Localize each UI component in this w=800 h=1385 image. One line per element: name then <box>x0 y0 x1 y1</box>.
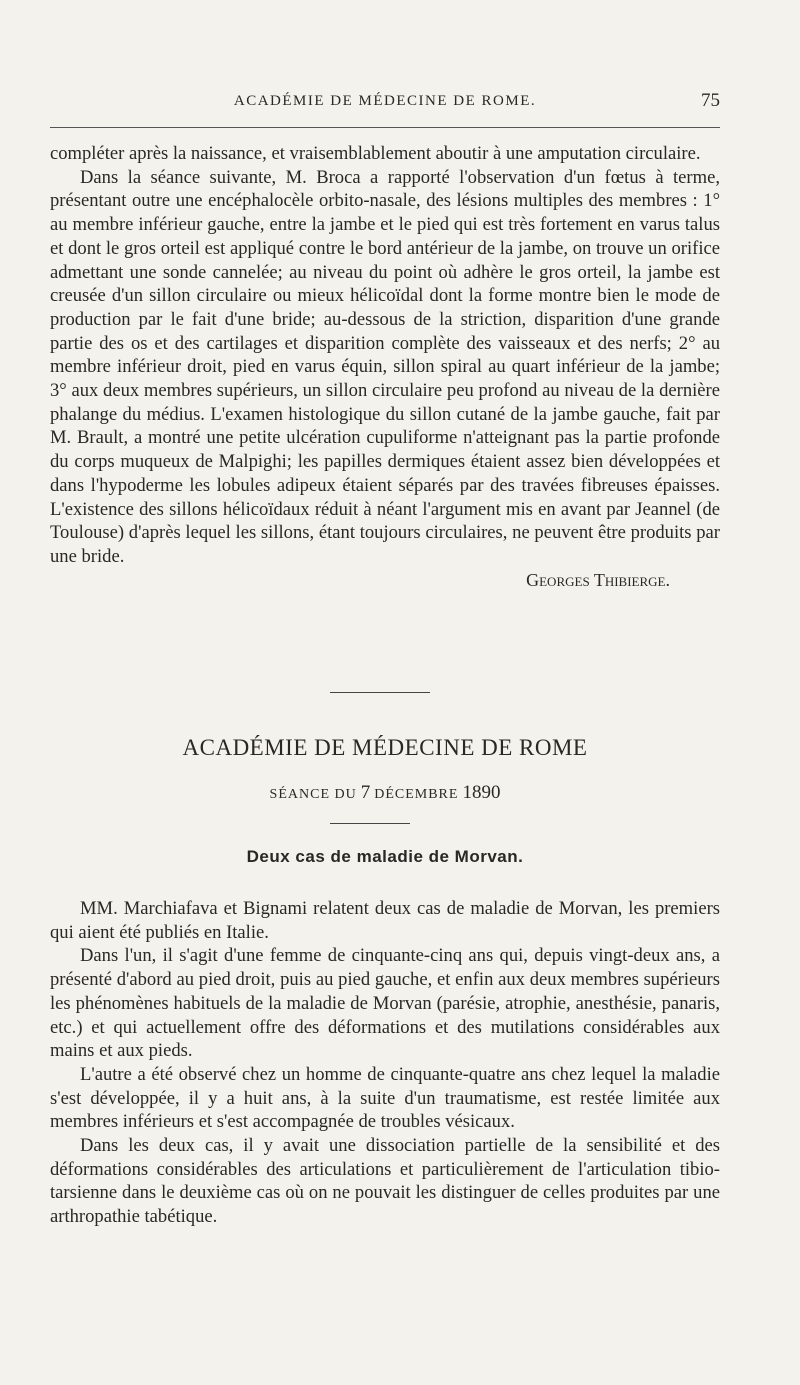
header-rule <box>50 127 720 128</box>
paragraph: compléter après la naissance, et vraisemblablement aboutir à une amputation circulaire. <box>50 143 701 164</box>
session-date-line <box>50 782 720 804</box>
session-prefix: SÉANCE DU <box>269 787 357 802</box>
running-title: ACADÉMIE DE MÉDECINE DE ROME. <box>233 93 537 109</box>
page-number: 75 <box>701 90 720 111</box>
paragraph: Dans les deux cas, il y avait une dissociation partielle de la sensibilité et des déformations considérables des articulations et particulièrement de l'articulation tibio-tarsienne dans le deuxième cas où on ne pouvait les distinguer de celles produites par une arthropathie tabétique. <box>50 1135 720 1228</box>
section-2-body <box>50 897 720 1229</box>
session-day: 7 <box>360 782 371 803</box>
paragraph: L'autre a été observé chez un homme de cinquante-quatre ans chez lequel la maladie s'est développée, il y a huit ans, à la suite d'un traumatisme, est restée limitée aux membres inférieurs et s'est accompagnée de troubles vésicaux. <box>50 1063 720 1133</box>
paragraph: Dans la séance suivante, M. Broca a rapporté l'observation d'un fœtus à terme, présentant outre une encéphalocèle orbito-nasale, des lésions multiples des membres : 1° au membre inférieur gauche, entre la jambe et le pied qui est très fortement en varus talus et dont le gros orteil est appliqué contre le bord antérieur de la jambe, on trouve un orifice admettant une sonde cannelée; au niveau du point où adhère le gros orteil, la jambe est creusée d'un sillon circulaire ou mieux hélicoïdal dont la forme montre bien le mode de production par le fait d'une bride; au-dessous de la striction, disparition d'une grande partie des os et des cartilages et disparition complète des vaisseaux et des nerfs; 2° au membre inférieur droit, pied en varus équin, sillon spiral au quart inférieur de la jambe; 3° aux deux membres supérieurs, un sillon circulaire peu profond au niveau de la dernière phalange du médius. L'examen histologique du sillon cutané de la jambe gauche, fait par M. Brault, a montré une petite ulcération cupuliforme n'atteignant pas la partie profonde du corps muqueux de Malpighi; les papilles dermiques étaient assez bien développées et dans l'hypoderme les lobules adipeux étaient séparés par des travées fibreuses épaisses. L'existence des sillons hélicoïdaux réduit à néant l'argument mis en avant par Jeannel (de Toulouse) d'après lequel les sillons, étant toujours circulaires, ne peuvent être produits par une bride. <box>50 166 720 567</box>
session-year: 1890 <box>462 782 501 803</box>
session-month: DÉCEMBRE <box>374 787 459 802</box>
section-divider <box>330 692 430 693</box>
paragraph: Dans l'un, il s'agit d'une femme de cinquante-cinq ans qui, depuis vingt-deux ans, a présenté d'abord au pied droit, puis au pied gauche, et enfin aux deux membres supérieurs les phénomènes habituels de la maladie de Morvan (parésie, atrophie, anesthésie, panaris, etc.) et qui actuellement offre des déformations et des mutilations considérables aux mains et aux pieds. <box>50 945 720 1062</box>
section-1-body <box>50 142 720 592</box>
title-divider <box>330 823 410 824</box>
case-heading: Deux cas de maladie de Morvan. <box>246 847 524 866</box>
author-signature: Georges Thibierge. <box>526 569 670 590</box>
paragraph: MM. Marchiafava et Bignami relatent deux cas de maladie de Morvan, les premiers qui aient été publiés en Italie. <box>50 898 720 943</box>
section-title: ACADÉMIE DE MÉDECINE DE ROME <box>182 735 588 760</box>
running-head <box>50 90 720 116</box>
